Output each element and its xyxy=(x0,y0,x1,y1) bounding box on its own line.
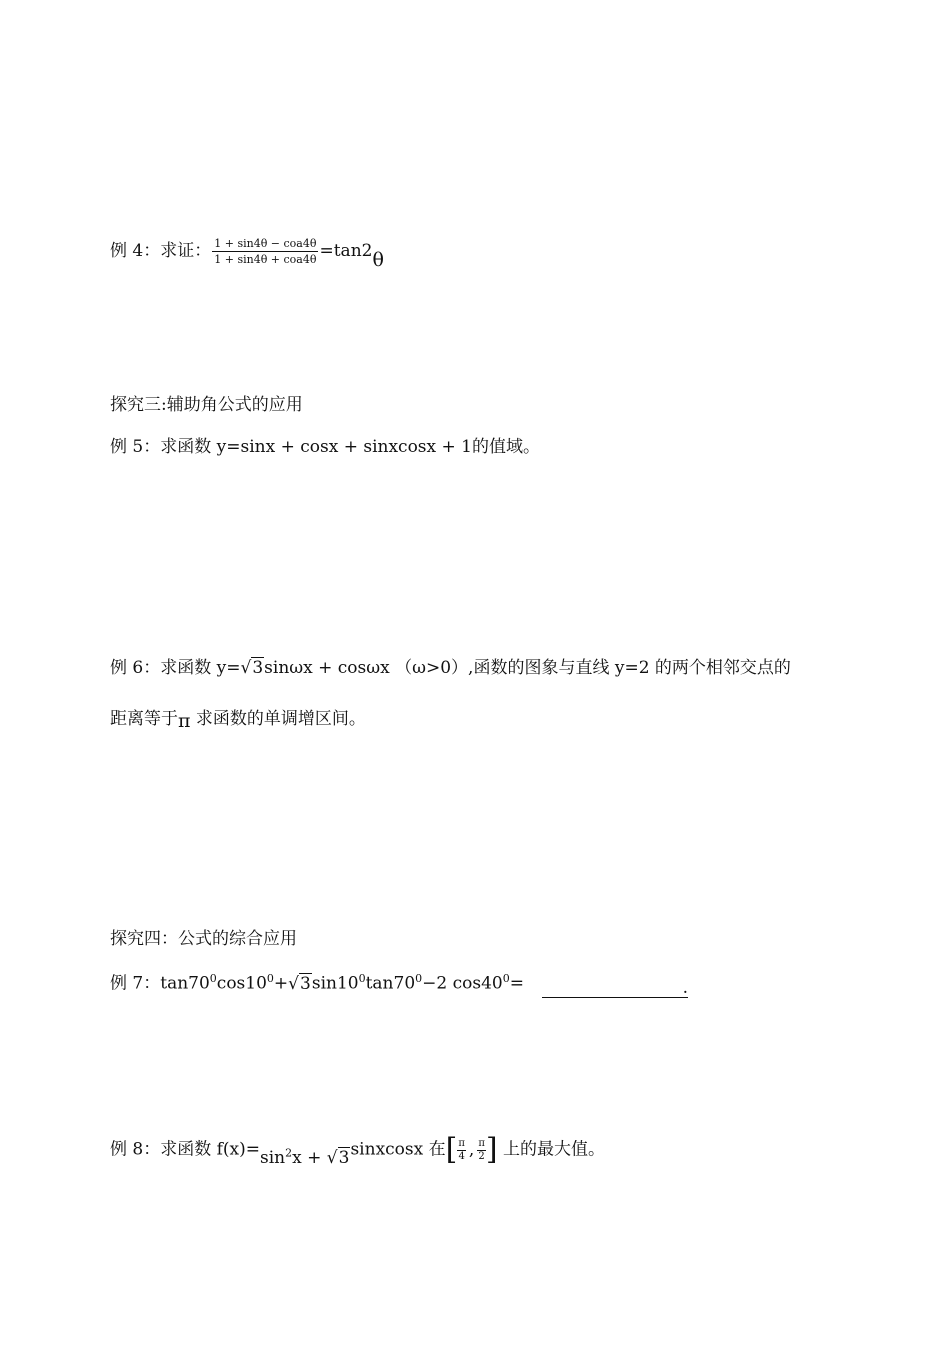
pi-symbol: π xyxy=(178,710,191,732)
degree-mark: 0 xyxy=(415,972,423,985)
example-4 xyxy=(110,237,384,271)
right-bracket-icon: ] xyxy=(485,1132,498,1167)
answer-blank[interactable]: . xyxy=(542,980,688,998)
example-4-equals: =tan2 xyxy=(319,241,373,261)
example-6-label: 例 6：求函数 y= xyxy=(110,658,241,678)
example-5-label: 例 5：求函数 y= xyxy=(110,437,241,457)
example-6-tail: ,函数的图象与直线 y=2 的两个相邻交点的 xyxy=(468,658,791,678)
equals-sign: = xyxy=(509,973,524,994)
section-3-title: 探究三:辅助角公式的应用 xyxy=(110,395,303,415)
sqrt-symbol: √3 xyxy=(288,973,311,994)
cos40: −2 cos40 xyxy=(422,973,503,994)
example-5-expression: sinx + cosx + sinxcosx + 1 xyxy=(240,437,472,457)
interval-start: $\frac{\pi}{4}$ xyxy=(458,1137,465,1162)
example-4-theta: θ xyxy=(372,249,384,271)
example-6-text-a: 距离等于 xyxy=(110,709,178,729)
example-5-tail: 的值域。 xyxy=(472,437,540,457)
example-8 xyxy=(110,1132,606,1168)
example-8-label: 例 8：求函数 f(x)= xyxy=(110,1139,261,1160)
example-4-denominator: 1 + sin4θ + coa4θ xyxy=(214,253,317,266)
example-8-expression: sinxcosx xyxy=(350,1139,424,1160)
tan70-b: tan70 xyxy=(365,973,416,994)
example-6-line-2 xyxy=(110,709,366,732)
degree-mark: 0 xyxy=(358,972,366,985)
example-6-condition: （ω>0） xyxy=(395,658,469,678)
degree-mark: 0 xyxy=(266,972,274,985)
example-5 xyxy=(110,439,540,456)
section-4-title: 探究四：公式的综合应用 xyxy=(110,929,297,949)
example-8-tail: 上的最大值。 xyxy=(497,1139,606,1160)
example-4-numerator: 1 + sin4θ − coa4θ xyxy=(214,237,317,250)
plus-sign: + xyxy=(273,973,289,994)
example-6-expression: sinωx + cosωx xyxy=(264,658,390,678)
degree-mark: 0 xyxy=(502,972,510,985)
example-6-text-b: 求函数的单调增区间。 xyxy=(190,709,366,729)
degree-mark: 0 xyxy=(209,972,217,985)
cos10: cos10 xyxy=(216,973,267,994)
interval-end: $\frac{\pi}{2}$ xyxy=(478,1137,485,1162)
example-6-line-1 xyxy=(110,660,791,677)
zai-text: 在 xyxy=(423,1139,446,1160)
sqrt-symbol: √3 xyxy=(240,658,264,678)
sin-squared: $\sin^2x + √3$ xyxy=(260,1145,350,1168)
comma-separator: , xyxy=(468,1139,475,1160)
example-7-label: 例 7： xyxy=(110,973,161,994)
sin10: sin10 xyxy=(311,973,359,994)
example-4-fraction xyxy=(212,238,318,265)
example-4-label: 例 4：求证： xyxy=(110,241,212,261)
example-7 xyxy=(110,973,688,998)
tan70-a: tan70 xyxy=(160,973,210,994)
left-bracket-icon: [ xyxy=(445,1132,458,1167)
